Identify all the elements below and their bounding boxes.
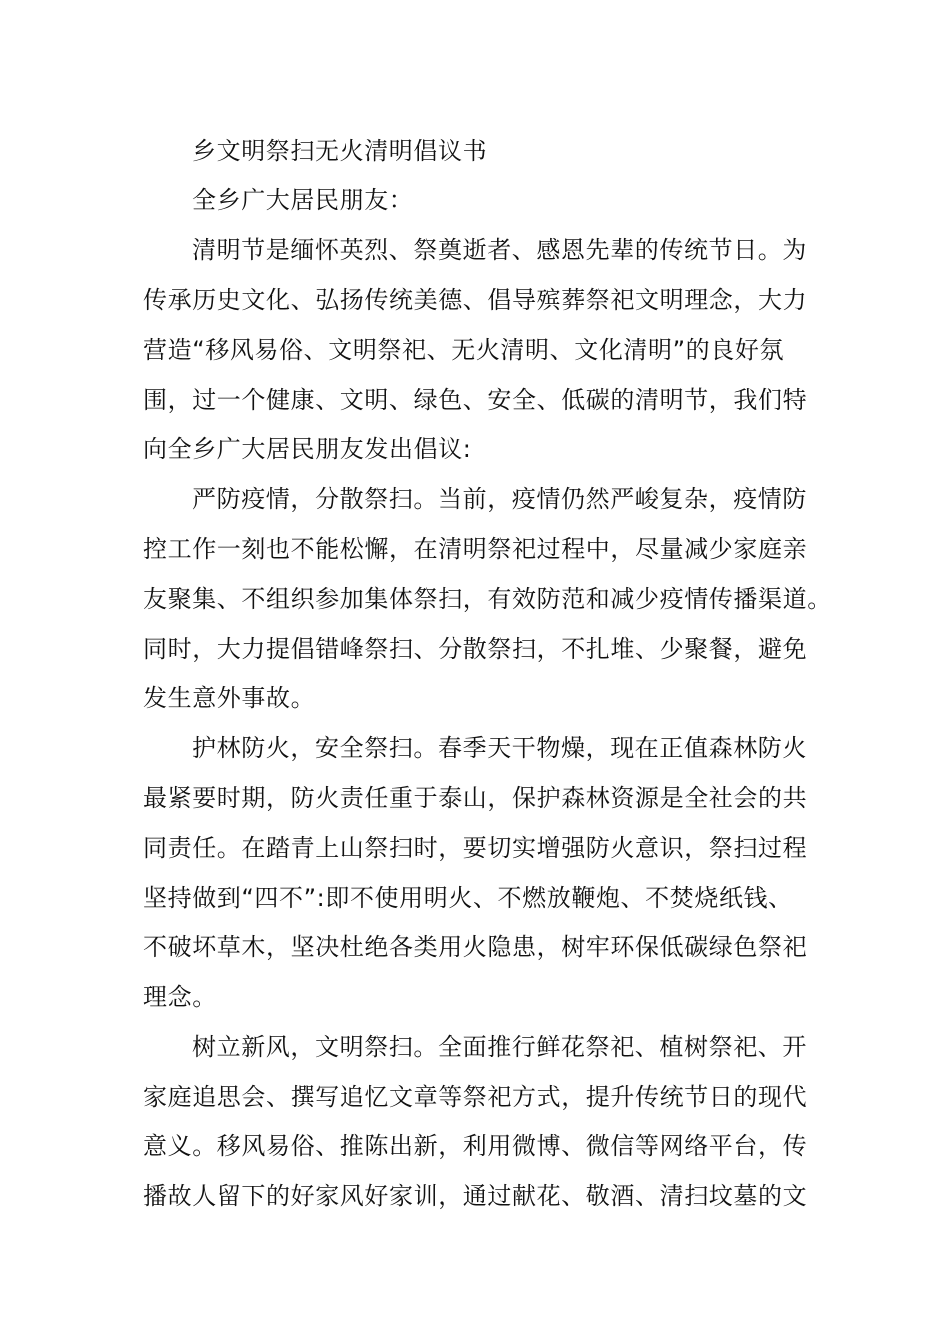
text-line: 理念。 bbox=[143, 983, 217, 1011]
text-line: 最紧要时期，防火责任重于泰山，保护森林资源是全社会的共 bbox=[143, 784, 808, 812]
text-line: 坚持做到“四不”:即不使用明火、不燃放鞭炮、不焚烧纸钱、 bbox=[143, 884, 793, 912]
text-line: 护林防火，安全祭扫。春季天干物燥，现在正值森林防火 bbox=[192, 734, 807, 762]
text-line: 围，过一个健康、文明、绿色、安全、低碳的清明节，我们特 bbox=[143, 386, 808, 414]
text-line: 同责任。在踏青上山祭扫时，要切实增强防火意识，祭扫过程 bbox=[143, 834, 808, 862]
text-line: 友聚集、不组织参加集体祭扫，有效防范和减少疫情传播渠道。 bbox=[143, 585, 832, 613]
document-title: 乡文明祭扫无火清明倡议书 bbox=[192, 137, 488, 165]
text-line: 同时，大力提倡错峰祭扫、分散祭扫，不扎堆、少聚餐，避免 bbox=[143, 635, 808, 663]
text-line: 树立新风，文明祭扫。全面推行鲜花祭祀、植树祭祀、开 bbox=[192, 1033, 807, 1061]
text-line: 控工作一刻也不能松懈，在清明祭祀过程中，尽量减少家庭亲 bbox=[143, 535, 808, 563]
text-line: 不破坏草木，坚决杜绝各类用火隐患，树牢环保低碳绿色祭祀 bbox=[143, 933, 808, 961]
salutation: 全乡广大居民朋友： bbox=[192, 186, 414, 214]
text-line: 严防疫情，分散祭扫。当前，疫情仍然严峻复杂，疫情防 bbox=[192, 485, 807, 513]
text-line: 清明节是缅怀英烈、祭奠逝者、感恩先辈的传统节日。为 bbox=[192, 236, 807, 264]
text-line: 播故人留下的好家风好家训，通过献花、敬酒、清扫坟墓的文 bbox=[143, 1182, 808, 1210]
text-line: 营造“移风易俗、文明祭祀、无火清明、文化清明”的良好氛 bbox=[143, 336, 785, 364]
text-line: 意义。移风易俗、推陈出新，利用微博、微信等网络平台，传 bbox=[143, 1132, 808, 1160]
text-line: 发生意外事故。 bbox=[143, 684, 316, 712]
text-line: 传承历史文化、弘扬传统美德、倡导殡葬祭祀文明理念，大力 bbox=[143, 286, 808, 314]
text-line: 家庭追思会、撰写追忆文章等祭祀方式，提升传统节日的现代 bbox=[143, 1083, 808, 1111]
text-line: 向全乡广大居民朋友发出倡议: bbox=[143, 435, 472, 463]
